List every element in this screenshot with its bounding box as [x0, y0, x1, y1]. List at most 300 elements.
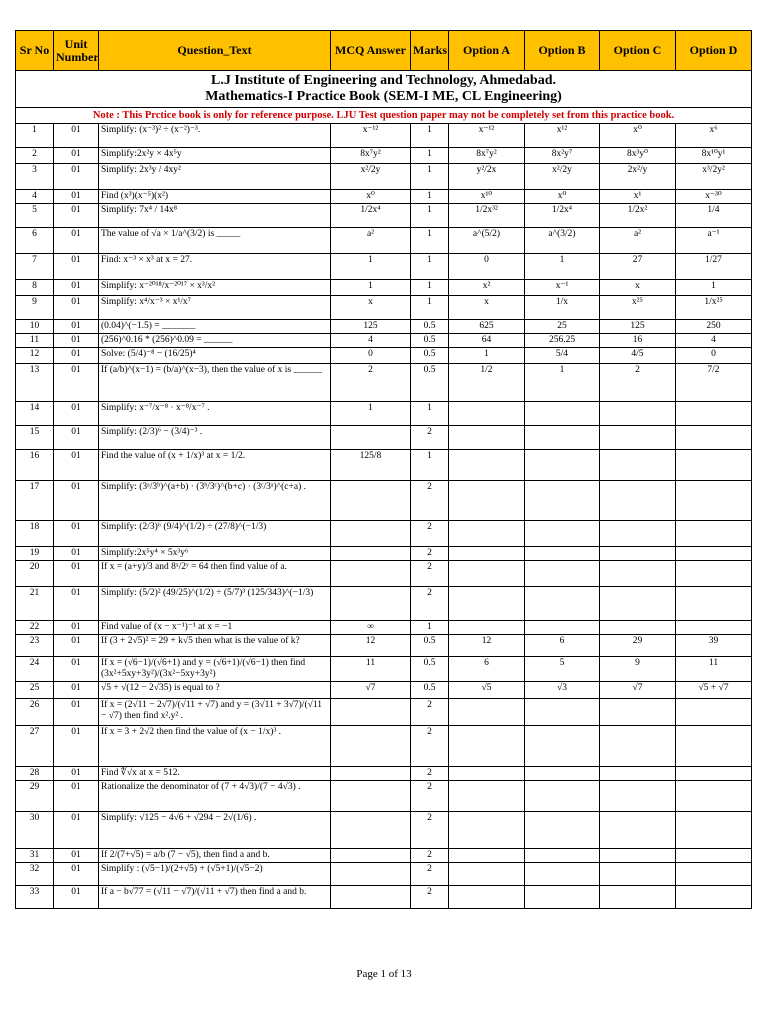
table-row: [16, 450, 752, 481]
option-d: 1: [676, 280, 752, 296]
marks-cell: 2: [411, 849, 449, 863]
question-text: The value of √a × 1/a^(3/2) is _____: [99, 228, 331, 254]
mcq-answer: ∞: [331, 621, 411, 635]
marks-cell: 0.5: [411, 682, 449, 699]
mcq-answer: x²/2y: [331, 164, 411, 190]
unit-cell: 01: [54, 280, 99, 296]
question-text: If x = 3 + 2√2 then find the value of (x − 1/x)³ .: [99, 726, 331, 767]
option-b: [525, 561, 600, 587]
option-d: 1/x²⁵: [676, 296, 752, 320]
option-b: [525, 812, 600, 849]
option-c: [600, 402, 676, 426]
option-b: [525, 781, 600, 812]
option-c: [600, 426, 676, 450]
unit-cell: 01: [54, 561, 99, 587]
option-b: 5/4: [525, 348, 600, 364]
unit-cell: 01: [54, 621, 99, 635]
book-title: Mathematics-I Practice Book (SEM-I ME, CL Engineering): [205, 89, 562, 104]
option-d: [676, 767, 752, 781]
option-a: [449, 481, 525, 521]
option-d: √5 + √7: [676, 682, 752, 699]
table-row: [16, 886, 752, 909]
option-b: 1: [525, 364, 600, 402]
option-a: [449, 781, 525, 812]
question-text: Simplify:2x⁵y⁴ × 5x³y⁶: [99, 547, 331, 561]
option-b: 256.25: [525, 334, 600, 348]
mcq-answer: 12: [331, 635, 411, 657]
option-d: 39: [676, 635, 752, 657]
unit-cell: 01: [54, 164, 99, 190]
sr-cell: 19: [16, 547, 54, 561]
sr-cell: 15: [16, 426, 54, 450]
sr-cell: 14: [16, 402, 54, 426]
sr-cell: 30: [16, 812, 54, 849]
col-header: Option D: [676, 31, 752, 71]
question-text: Find value of (x − x⁻¹)⁻¹ at x = −1: [99, 621, 331, 635]
marks-cell: 1: [411, 402, 449, 426]
sr-cell: 7: [16, 254, 54, 280]
option-a: [449, 699, 525, 726]
unit-cell: 01: [54, 402, 99, 426]
option-c: 4/5: [600, 348, 676, 364]
sr-cell: 22: [16, 621, 54, 635]
table-row: [16, 812, 752, 849]
table-header-row: [16, 31, 752, 71]
unit-cell: 01: [54, 254, 99, 280]
sr-cell: 27: [16, 726, 54, 767]
option-a: √5: [449, 682, 525, 699]
option-a: [449, 587, 525, 621]
option-c: 29: [600, 635, 676, 657]
unit-cell: 01: [54, 334, 99, 348]
sr-cell: 1: [16, 124, 54, 148]
option-a: 1/2: [449, 364, 525, 402]
option-a: [449, 450, 525, 481]
unit-cell: 01: [54, 781, 99, 812]
unit-cell: 01: [54, 863, 99, 886]
option-a: [449, 726, 525, 767]
mcq-answer: a²: [331, 228, 411, 254]
page-footer: Page 1 of 13: [356, 968, 412, 980]
option-a: x²: [449, 280, 525, 296]
option-d: 8x¹⁰y¹: [676, 148, 752, 164]
question-text: Find ∜√x at x = 512.: [99, 767, 331, 781]
option-c: [600, 621, 676, 635]
marks-cell: 2: [411, 781, 449, 812]
table-row: [16, 124, 752, 148]
table-row: [16, 254, 752, 280]
marks-cell: 1: [411, 296, 449, 320]
option-a: x¹⁰: [449, 190, 525, 204]
question-text: Simplify: (2/3)⁶ (9/4)^(1/2) ÷ (27/8)^(−1/3): [99, 521, 331, 547]
marks-cell: 2: [411, 726, 449, 767]
table-row: [16, 190, 752, 204]
option-a: [449, 621, 525, 635]
marks-cell: 0.5: [411, 348, 449, 364]
option-d: 11: [676, 657, 752, 682]
table-row: [16, 863, 752, 886]
col-header: Sr No: [16, 31, 54, 71]
table-row: [16, 699, 752, 726]
question-text: Rationalize the denominator of (7 + 4√3)/(7 − 4√3) .: [99, 781, 331, 812]
marks-cell: 1: [411, 204, 449, 228]
option-d: [676, 699, 752, 726]
question-text: Simplify: (x⁻³)² ÷ (x⁻²)⁻³.: [99, 124, 331, 148]
mcq-answer: [331, 547, 411, 561]
option-c: 1/2x²: [600, 204, 676, 228]
option-b: 1/2x⁴: [525, 204, 600, 228]
table-row: [16, 320, 752, 334]
option-b: 6: [525, 635, 600, 657]
col-header: Option A: [449, 31, 525, 71]
option-c: x¹: [600, 190, 676, 204]
option-c: x²⁵: [600, 296, 676, 320]
unit-cell: 01: [54, 587, 99, 621]
option-b: 5: [525, 657, 600, 682]
option-d: 1/27: [676, 254, 752, 280]
marks-cell: 1: [411, 254, 449, 280]
question-text: Simplify: x⁴/x⁻³ × x¹/x⁷: [99, 296, 331, 320]
sr-cell: 11: [16, 334, 54, 348]
option-c: [600, 481, 676, 521]
mcq-answer: x⁰: [331, 190, 411, 204]
option-b: 1/x: [525, 296, 600, 320]
unit-cell: 01: [54, 450, 99, 481]
marks-cell: 2: [411, 547, 449, 561]
option-d: [676, 587, 752, 621]
sr-cell: 5: [16, 204, 54, 228]
sr-cell: 17: [16, 481, 54, 521]
sr-cell: 23: [16, 635, 54, 657]
sr-cell: 28: [16, 767, 54, 781]
marks-cell: 1: [411, 280, 449, 296]
question-text: Find (x³)(x⁻⁵)(x²): [99, 190, 331, 204]
table-row: [16, 849, 752, 863]
unit-cell: 01: [54, 348, 99, 364]
option-a: [449, 812, 525, 849]
unit-cell: 01: [54, 296, 99, 320]
option-d: [676, 726, 752, 767]
question-text: If x = (a+y)/3 and 8ˣ/2ʸ = 64 then find value of a.: [99, 561, 331, 587]
table-body: [16, 124, 752, 909]
question-text: Simplify: (3ᵃ/3ᵇ)^(a+b) · (3ᵇ/3ᶜ)^(b+c) · (3ᶜ/3ᵃ)^(c+a) .: [99, 481, 331, 521]
option-b: [525, 587, 600, 621]
table-row: [16, 726, 752, 767]
option-c: 27: [600, 254, 676, 280]
sr-cell: 9: [16, 296, 54, 320]
mcq-answer: √7: [331, 682, 411, 699]
col-header: Question_Text: [99, 31, 331, 71]
col-header: Option C: [600, 31, 676, 71]
unit-cell: 01: [54, 635, 99, 657]
option-d: 4: [676, 334, 752, 348]
option-b: 1: [525, 254, 600, 280]
marks-cell: 0.5: [411, 334, 449, 348]
table-row: [16, 657, 752, 682]
marks-cell: 2: [411, 812, 449, 849]
sr-cell: 18: [16, 521, 54, 547]
mcq-answer: [331, 767, 411, 781]
mcq-answer: 11: [331, 657, 411, 682]
table-row: [16, 280, 752, 296]
table-row: [16, 682, 752, 699]
sr-cell: 33: [16, 886, 54, 909]
table-row: [16, 334, 752, 348]
option-c: [600, 886, 676, 909]
option-d: [676, 481, 752, 521]
marks-cell: 2: [411, 886, 449, 909]
question-text: Simplify: x⁻²⁰¹⁸/x⁻²⁰¹⁷ × x³/x²: [99, 280, 331, 296]
question-text: If 2/(7+√5) = a/b (7 − √5), then find a and b.: [99, 849, 331, 863]
option-c: [600, 450, 676, 481]
col-header: Option B: [525, 31, 600, 71]
table-row: [16, 561, 752, 587]
col-header: Marks: [411, 31, 449, 71]
unit-cell: 01: [54, 228, 99, 254]
unit-cell: 01: [54, 148, 99, 164]
option-c: x: [600, 280, 676, 296]
question-text: Simplify: 7x⁴ / 14x⁸: [99, 204, 331, 228]
marks-cell: 1: [411, 450, 449, 481]
option-a: 8x⁷y²: [449, 148, 525, 164]
mcq-answer: 8x⁷y²: [331, 148, 411, 164]
mcq-answer: 125/8: [331, 450, 411, 481]
mcq-answer: x: [331, 296, 411, 320]
option-b: [525, 863, 600, 886]
option-d: x⁶: [676, 124, 752, 148]
option-c: [600, 812, 676, 849]
option-b: x⁻¹: [525, 280, 600, 296]
sr-cell: 20: [16, 561, 54, 587]
table-row: [16, 781, 752, 812]
table-row: [16, 148, 752, 164]
unit-cell: 01: [54, 204, 99, 228]
marks-cell: 1: [411, 621, 449, 635]
option-a: [449, 426, 525, 450]
option-b: 8x²y⁷: [525, 148, 600, 164]
mcq-answer: 1: [331, 280, 411, 296]
option-c: 2x²/y: [600, 164, 676, 190]
option-c: 125: [600, 320, 676, 334]
table-row: [16, 621, 752, 635]
option-c: [600, 521, 676, 547]
option-c: [600, 587, 676, 621]
table-row: [16, 587, 752, 621]
mcq-answer: [331, 812, 411, 849]
option-c: [600, 781, 676, 812]
sr-cell: 4: [16, 190, 54, 204]
col-header: MCQ Answer: [331, 31, 411, 71]
question-text: Find: x⁻³ × x³ at x = 27.: [99, 254, 331, 280]
option-a: 0: [449, 254, 525, 280]
option-a: [449, 863, 525, 886]
question-text: Simplify : (√5−1)/(2+√5) + (√5+1)/(√5−2): [99, 863, 331, 886]
question-text: √5 + √(12 − 2√35) is equal to ?: [99, 682, 331, 699]
option-b: x²/2y: [525, 164, 600, 190]
option-c: [600, 561, 676, 587]
option-b: [525, 726, 600, 767]
unit-cell: 01: [54, 521, 99, 547]
option-b: [525, 426, 600, 450]
option-c: [600, 726, 676, 767]
marks-cell: 1: [411, 124, 449, 148]
sr-cell: 12: [16, 348, 54, 364]
option-a: [449, 767, 525, 781]
question-text: Simplify: x⁻⁷/x⁻⁸ · x⁻⁸/x⁻⁷ .: [99, 402, 331, 426]
option-c: √7: [600, 682, 676, 699]
option-d: [676, 863, 752, 886]
question-text: Simplify: √125 − 4√6 + √294 − 2√(1/6) .: [99, 812, 331, 849]
question-text: Solve: (5/4)⁻⁸ − (16/25)⁴: [99, 348, 331, 364]
sr-cell: 8: [16, 280, 54, 296]
mcq-answer: 0: [331, 348, 411, 364]
table-row: [16, 635, 752, 657]
question-text: Simplify:2x²y × 4x⁵y: [99, 148, 331, 164]
unit-cell: 01: [54, 124, 99, 148]
unit-cell: 01: [54, 886, 99, 909]
option-c: [600, 699, 676, 726]
option-d: [676, 812, 752, 849]
option-c: [600, 547, 676, 561]
option-b: x⁰: [525, 190, 600, 204]
sr-cell: 3: [16, 164, 54, 190]
option-b: √3: [525, 682, 600, 699]
option-b: [525, 886, 600, 909]
unit-cell: 01: [54, 481, 99, 521]
marks-cell: 0.5: [411, 635, 449, 657]
table-row: [16, 426, 752, 450]
mcq-answer: [331, 561, 411, 587]
mcq-answer: 1: [331, 254, 411, 280]
mcq-answer: 2: [331, 364, 411, 402]
unit-cell: 01: [54, 426, 99, 450]
option-a: 6: [449, 657, 525, 682]
table-row: [16, 521, 752, 547]
option-d: 0: [676, 348, 752, 364]
mcq-answer: [331, 426, 411, 450]
table-row: [16, 228, 752, 254]
unit-cell: 01: [54, 849, 99, 863]
question-text: Simplify: (5/2)² (49/25)^(1/2) ÷ (5/7)³ (125/343)^(−1/3): [99, 587, 331, 621]
table-row: [16, 296, 752, 320]
mcq-answer: 125: [331, 320, 411, 334]
option-a: 1: [449, 348, 525, 364]
option-a: 64: [449, 334, 525, 348]
option-c: 9: [600, 657, 676, 682]
option-d: [676, 521, 752, 547]
table-row: [16, 481, 752, 521]
option-a: 1/2x³²: [449, 204, 525, 228]
option-b: x¹²: [525, 124, 600, 148]
option-d: [676, 547, 752, 561]
sr-cell: 21: [16, 587, 54, 621]
marks-cell: 2: [411, 587, 449, 621]
mcq-answer: [331, 886, 411, 909]
marks-cell: 1: [411, 164, 449, 190]
option-a: x⁻¹²: [449, 124, 525, 148]
option-c: [600, 863, 676, 886]
question-text: If (a/b)^(x−1) = (b/a)^(x−3), then the value of x is ______: [99, 364, 331, 402]
question-text: Simplify: 2x³y / 4xy²: [99, 164, 331, 190]
question-text: If x = (2√11 − 2√7)/(√11 + √7) and y = (3√11 + 3√7)/(√11 − √7) then find x².y² .: [99, 699, 331, 726]
question-text: (256)^0.16 * (256)^0.09 = ______: [99, 334, 331, 348]
table-row: [16, 402, 752, 426]
marks-cell: 2: [411, 521, 449, 547]
unit-cell: 01: [54, 699, 99, 726]
option-d: [676, 886, 752, 909]
option-b: [525, 849, 600, 863]
unit-cell: 01: [54, 320, 99, 334]
question-text: If (3 + 2√5)² = 29 + k√5 then what is the value of k?: [99, 635, 331, 657]
unit-cell: 01: [54, 726, 99, 767]
mcq-answer: [331, 481, 411, 521]
marks-cell: 0.5: [411, 657, 449, 682]
option-b: [525, 450, 600, 481]
unit-cell: 01: [54, 767, 99, 781]
option-d: x³/2y²: [676, 164, 752, 190]
option-a: 12: [449, 635, 525, 657]
question-text: If a − b√77 = (√11 − √7)/(√11 + √7) then find a and b.: [99, 886, 331, 909]
marks-cell: 1: [411, 228, 449, 254]
mcq-answer: [331, 863, 411, 886]
option-d: [676, 450, 752, 481]
mcq-answer: 1: [331, 402, 411, 426]
option-c: [600, 767, 676, 781]
marks-cell: 1: [411, 190, 449, 204]
option-d: [676, 426, 752, 450]
reference-note: Note : This Prctice book is only for reference purpose. LJU Test question paper may not be completely set from this practice book.: [16, 108, 752, 124]
option-a: [449, 849, 525, 863]
option-d: [676, 561, 752, 587]
option-d: [676, 621, 752, 635]
option-d: a⁻¹: [676, 228, 752, 254]
option-b: [525, 481, 600, 521]
option-d: 1/4: [676, 204, 752, 228]
option-b: a^(3/2): [525, 228, 600, 254]
option-b: [525, 521, 600, 547]
table-row: [16, 204, 752, 228]
sr-cell: 6: [16, 228, 54, 254]
option-d: [676, 402, 752, 426]
col-header: Unit Number: [54, 31, 99, 71]
option-c: [600, 849, 676, 863]
table-row: [16, 364, 752, 402]
marks-cell: 1: [411, 148, 449, 164]
option-a: 625: [449, 320, 525, 334]
mcq-answer: [331, 587, 411, 621]
unit-cell: 01: [54, 682, 99, 699]
sr-cell: 32: [16, 863, 54, 886]
option-a: [449, 886, 525, 909]
marks-cell: 2: [411, 426, 449, 450]
option-b: [525, 767, 600, 781]
sr-cell: 26: [16, 699, 54, 726]
mcq-answer: 4: [331, 334, 411, 348]
sr-cell: 25: [16, 682, 54, 699]
unit-cell: 01: [54, 190, 99, 204]
option-a: x: [449, 296, 525, 320]
mcq-answer: [331, 726, 411, 767]
option-a: [449, 402, 525, 426]
marks-cell: 2: [411, 863, 449, 886]
option-a: [449, 547, 525, 561]
sr-cell: 31: [16, 849, 54, 863]
option-a: [449, 521, 525, 547]
marks-cell: 2: [411, 767, 449, 781]
option-c: 16: [600, 334, 676, 348]
table-row: [16, 767, 752, 781]
option-d: 7/2: [676, 364, 752, 402]
